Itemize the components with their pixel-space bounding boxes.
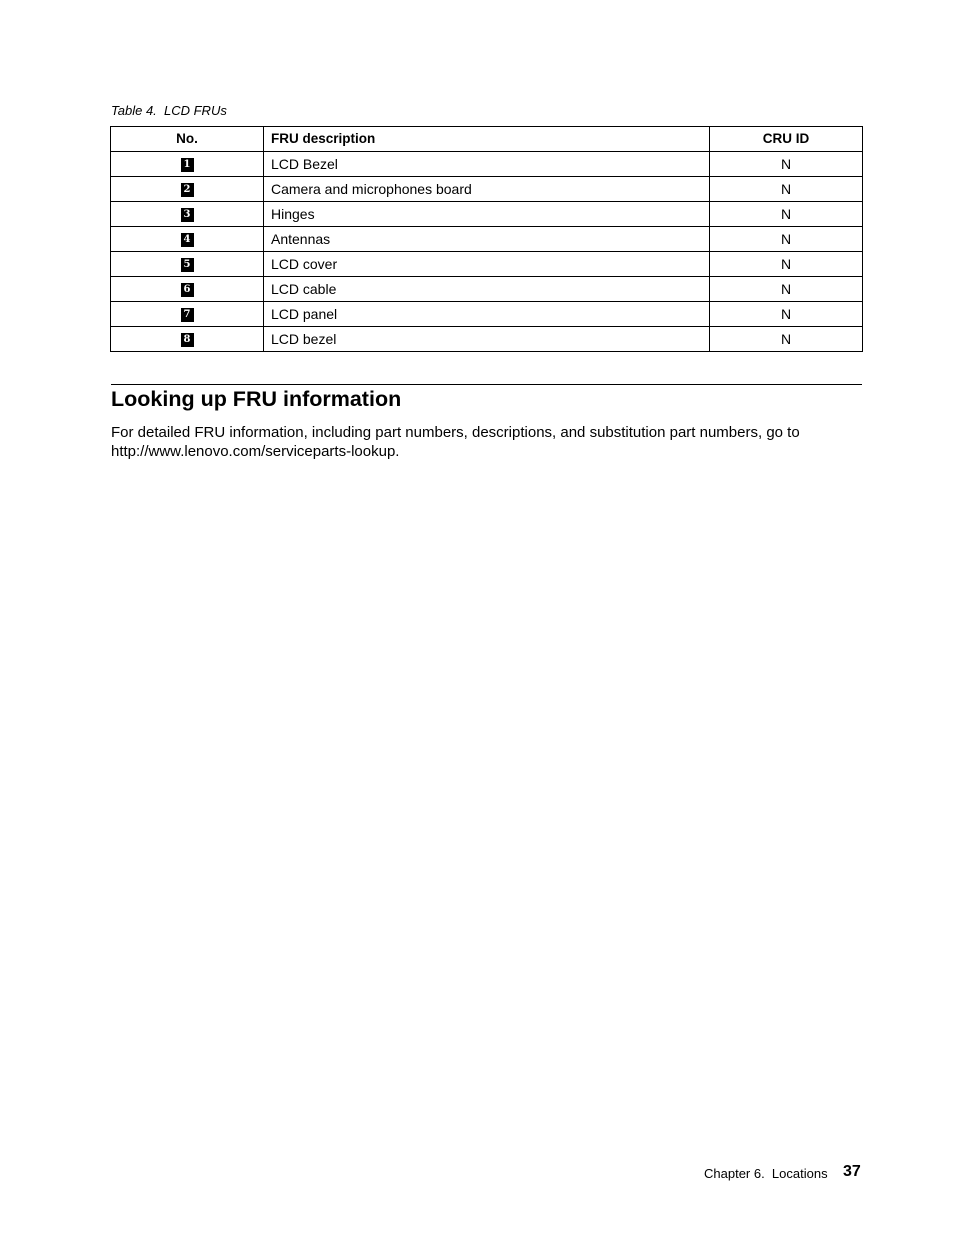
callout-number-badge: 8 (181, 333, 194, 347)
cru-id-cell: N (710, 152, 863, 177)
row-number-cell (111, 202, 264, 227)
cru-id-cell: N (710, 302, 863, 327)
callout-number-badge: 2 (181, 183, 194, 197)
cru-id-cell: N (710, 202, 863, 227)
callout-number-badge: 3 (181, 208, 194, 222)
fru-description-cell: LCD cover (264, 252, 710, 277)
header-no: No. (111, 127, 264, 152)
fru-description-cell: Antennas (264, 227, 710, 252)
row-number-cell (111, 152, 264, 177)
row-number-cell (111, 227, 264, 252)
row-number-cell (111, 277, 264, 302)
fru-description-cell: LCD cable (264, 277, 710, 302)
table-body (111, 152, 863, 352)
table-header-row (111, 127, 863, 152)
row-number-cell (111, 252, 264, 277)
cru-id-cell: N (710, 227, 863, 252)
fru-description-cell: LCD bezel (264, 327, 710, 352)
callout-number-badge: 6 (181, 283, 194, 297)
cru-id-cell: N (710, 252, 863, 277)
page-number: 37 (843, 1163, 861, 1180)
service-parts-link[interactable]: http://www.lenovo.com/serviceparts-lookup. (111, 443, 400, 460)
table-row (111, 252, 863, 277)
callout-number-badge: 7 (181, 308, 194, 322)
fru-description-cell: LCD Bezel (264, 152, 710, 177)
cru-id-cell: N (710, 177, 863, 202)
callout-number-badge: 5 (181, 258, 194, 272)
section-divider (111, 384, 862, 385)
section-paragraph (111, 423, 871, 461)
header-cru-id: CRU ID (710, 127, 863, 152)
row-number-cell (111, 327, 264, 352)
row-number-cell (111, 302, 264, 327)
paragraph-text: For detailed FRU information, including part numbers, descriptions, and substitution part numbers, go to (111, 424, 800, 441)
table-row (111, 202, 863, 227)
table-row (111, 327, 863, 352)
table-row (111, 227, 863, 252)
cru-id-cell: N (710, 277, 863, 302)
footer-chapter: Chapter 6. Locations (704, 1166, 828, 1181)
table-caption: Table 4. LCD FRUs (111, 103, 227, 118)
callout-number-badge: 1 (181, 158, 194, 172)
callout-number-badge: 4 (181, 233, 194, 247)
table-row (111, 277, 863, 302)
fru-description-cell: Camera and microphones board (264, 177, 710, 202)
table-row (111, 177, 863, 202)
table-row (111, 152, 863, 177)
cru-id-cell: N (710, 327, 863, 352)
table-row (111, 302, 863, 327)
fru-description-cell: Hinges (264, 202, 710, 227)
section-heading: Looking up FRU information (111, 387, 402, 411)
header-fru-description: FRU description (264, 127, 710, 152)
fru-description-cell: LCD panel (264, 302, 710, 327)
lcd-fru-table (110, 126, 863, 352)
row-number-cell (111, 177, 264, 202)
